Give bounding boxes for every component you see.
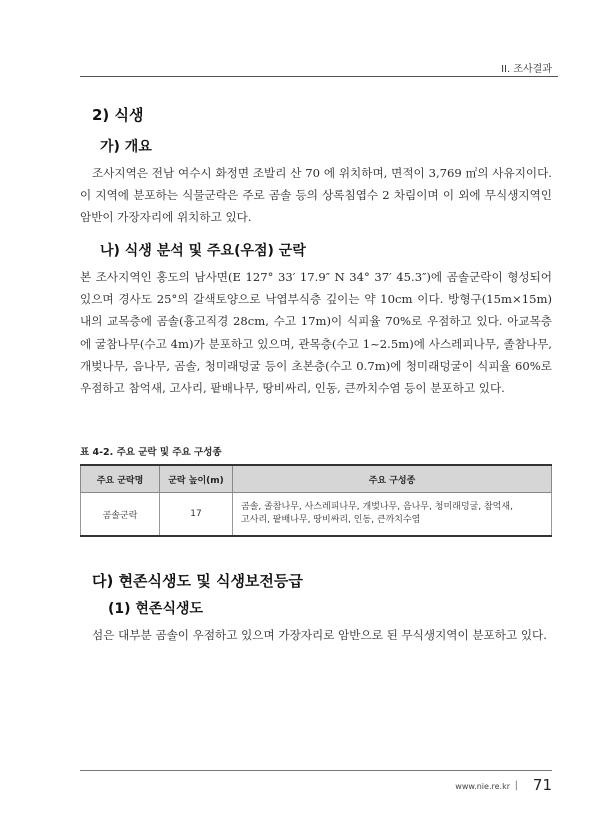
overview-paragraph (80, 162, 552, 229)
subsection-heading-overview: 가) 개요 (100, 139, 152, 155)
section-heading-vegetation: 2) 식생 (92, 106, 144, 124)
overview-text: 조사지역은 전남 여수시 화정면 조발리 산 70 에 위치하며, 면적이 3,769 ㎡의 사유지이다. 이 지역에 분포하는 식물군락은 주로 곰솔 등의 상록침엽수 2 차림이며 이 외에 무식생지역인 암반이 가장자리에 위치하고 있다. (80, 166, 552, 225)
running-header: II. 조사결과 (501, 64, 552, 75)
vegetation-map-paragraph (80, 624, 552, 646)
footer-separator: | (514, 780, 518, 791)
footer-url: www.nie.re.kr (455, 782, 510, 791)
community-text: 본 조사지역인 홍도의 남사면(E 127° 33′ 17.9″ N 34° 37′ 45.3″)에 곰솔군락이 형성되어 있으며 경사도 25°의 갈색토양으로 낙엽부식층 깊이는 약 10cm 이다. 방형구(15m×15m) 내의 교목층에 곰솔(흉고직경 28cm, 수고 17m)이 식피율 70%로 우점하고 있다. 아교목층에 굴참나무(수고 4m)가 분포하고 있으며, 관목층(수고 1~2.5m)에 사스레피나무, 졸참나무, 개벚나무, 음나무, 곰솔, 청미래덩굴 등이 초본층(수고 0.7m)에 청미래덩굴이 식피율 60%로 우점하고 참억새, 고사리, 팥배나무, 땅비싸리, 인동, 큰까치수염 등이 분포하고 있다. (80, 270, 552, 396)
vegetation-map-text: 섬은 대부분 곰솔이 우점하고 있으며 가장자리로 암반으로 된 무식생지역이 분포하고 있다. (92, 628, 547, 642)
column-header-community: 주요 군락명 (81, 465, 160, 493)
table-header-row (81, 465, 552, 493)
column-header-species: 주요 구성종 (233, 465, 552, 493)
footer-rule (80, 770, 552, 771)
table-row (81, 493, 552, 537)
cell-species (233, 493, 552, 537)
column-header-height: 군락 높이(m) (160, 465, 233, 493)
species-line-2: 고사리, 팥배나무, 땅비싸리, 인동, 큰까치수염 (241, 515, 421, 525)
cell-height: 17 (160, 493, 233, 537)
community-paragraph (80, 266, 552, 399)
species-line-1: 곰솔, 졸참나무, 사스레피나무, 개벚나무, 음나무, 청미래덩굴, 참억새, (241, 502, 513, 512)
page-number: 71 (532, 776, 552, 794)
subsection-heading-community: 나) 식생 분석 및 주요(우점) 군락 (100, 243, 306, 259)
header-rule (80, 76, 558, 77)
subsubsection-heading-current-map: (1) 현존식생도 (108, 601, 204, 617)
table-caption: 표 4-2. 주요 군락 및 주요 구성종 (80, 447, 222, 458)
cell-community-name: 곰솔군락 (81, 493, 160, 537)
subsection-heading-vegetation-map: 다) 현존식생도 및 식생보전등급 (92, 572, 303, 590)
community-table (80, 464, 552, 537)
